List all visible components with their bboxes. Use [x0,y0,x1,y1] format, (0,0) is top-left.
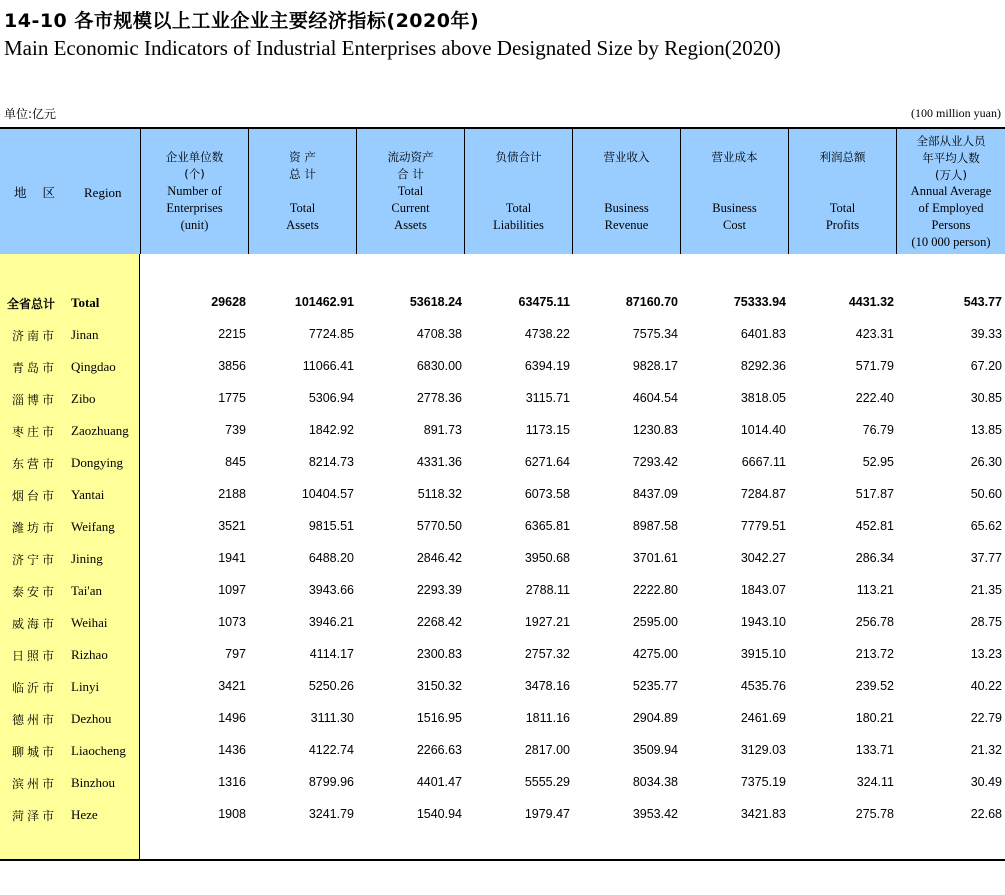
header-region [0,129,140,254]
cell-col-6: 3818.05 [740,391,786,405]
cell-col-8: 39.33 [970,327,1002,341]
cell-col-4: 1173.15 [525,423,570,437]
row-region-cn: 潍坊市 [12,521,58,535]
header-col-8 [896,129,1005,254]
table-row-total [0,288,1005,320]
cell-col-4: 1927.21 [524,615,570,629]
cell-col-8: 543.77 [963,295,1002,309]
cell-col-7: 222.40 [855,391,894,405]
header-col-6-en [681,200,788,234]
cell-col-4: 3950.68 [524,551,570,565]
cell-col-2: 9815.51 [308,519,354,533]
cell-col-8: 22.79 [970,711,1002,725]
header-col-5 [572,129,680,254]
cell-col-3: 4401.47 [416,775,462,789]
cell-col-8: 13.23 [970,647,1002,661]
cell-col-6: 3915.10 [740,647,786,661]
cell-col-6: 7375.19 [740,775,786,789]
header-cn-line: 营业收入 [603,150,650,164]
cell-col-5: 9828.17 [632,359,678,373]
cell-col-4: 1979.47 [524,807,570,821]
cell-col-2: 5250.26 [308,679,354,693]
cell-col-3: 2846.42 [416,551,462,565]
cell-col-3: 891.73 [423,423,462,437]
cell-col-2: 11066.41 [302,359,354,373]
header-cn-line: 利润总额 [819,150,866,164]
cell-col-5: 87160.70 [625,295,678,309]
cell-col-8: 21.32 [970,743,1002,757]
row-region-en: Liaocheng [71,743,126,758]
row-region-en: Tai'an [71,583,103,598]
table-row [0,640,1005,672]
header-region-en: Region [84,185,122,200]
cell-col-6: 3042.27 [740,551,786,565]
table-row [0,416,1005,448]
cell-col-3: 3150.32 [416,679,462,693]
header-en-line: Annual Average [910,184,992,198]
cell-col-8: 67.20 [970,359,1002,373]
page-title-en: Main Economic Indicators of Industrial Enterprises above Designated Size by Region(2020) [4,36,781,60]
header-en-line: (10 000 person) [911,235,991,249]
cell-col-4: 6394.19 [524,359,570,373]
cell-col-4: 6365.81 [524,519,570,533]
cell-col-5: 3701.61 [632,551,678,565]
cell-col-1: 739 [225,423,246,437]
row-region-en: Dongying [71,455,123,470]
cell-col-2: 10404.57 [301,487,354,501]
row-region-en: Linyi [71,679,100,694]
cell-col-4: 4738.22 [524,327,570,341]
cell-col-7: 113.21 [856,583,894,597]
cell-col-5: 8437.09 [632,487,678,501]
header-col-4-cn [465,149,572,166]
cell-col-2: 3111.30 [310,711,354,725]
row-region-en: Zaozhuang [71,423,129,438]
cell-col-2: 3241.79 [308,807,354,821]
cell-col-5: 4604.54 [632,391,678,405]
header-en-line: Total [289,201,316,215]
cell-col-6: 1843.07 [740,583,786,597]
header-col-7 [788,129,896,254]
cell-col-2: 8799.96 [308,775,354,789]
header-en-line: Total [397,184,424,198]
header-en-line: Assets [394,218,427,232]
cell-col-5: 8987.58 [632,519,678,533]
cell-col-1: 1436 [218,743,246,757]
cell-col-4: 2757.32 [524,647,570,661]
cell-col-5: 3509.94 [632,743,678,757]
cell-col-2: 7724.85 [308,327,354,341]
row-region-cn: 烟台市 [12,489,58,503]
header-cn-line: 企业单位数 [165,150,224,164]
cell-col-1: 2215 [218,327,246,341]
cell-col-1: 1097 [218,583,246,597]
row-region-cn: 青岛市 [12,361,58,375]
table-row [0,672,1005,704]
cell-col-2: 4122.74 [308,743,354,757]
cell-col-3: 4331.36 [416,455,462,469]
header-cn-line: 年平均人数 [922,151,980,165]
row-region-cn: 东营市 [12,457,58,471]
cell-col-5: 7575.34 [632,327,678,341]
header-en-line: Persons [931,218,971,232]
cell-col-7: 275.78 [855,807,894,821]
cell-col-8: 50.60 [970,487,1002,501]
table-row [0,608,1005,640]
cell-col-7: 256.78 [855,615,894,629]
cell-col-1: 1941 [218,551,246,565]
header-en-line: Number of [167,184,222,198]
table-header [0,127,1005,254]
cell-col-1: 1775 [218,391,246,405]
header-col-8-en [897,183,1005,251]
cell-col-7: 324.11 [856,775,894,789]
table-row [0,512,1005,544]
cell-col-3: 5118.32 [417,487,462,501]
header-cn-line: 全部从业人员 [916,134,986,148]
table-body [0,254,1005,861]
header-col-3-en [357,183,464,234]
cell-col-6: 75333.94 [733,295,786,309]
table-row [0,800,1005,832]
cell-col-2: 3943.66 [308,583,354,597]
cell-col-6: 4535.76 [740,679,786,693]
cell-col-6: 6667.11 [741,455,786,469]
row-region-en: Weifang [71,519,115,534]
row-region-en: Heze [71,807,98,822]
table-row [0,320,1005,352]
cell-col-2: 3946.21 [308,615,354,629]
unit-label-cn: 单位:亿元 [4,107,57,121]
header-col-8-cn [897,133,1005,184]
cell-col-8: 22.68 [970,807,1002,821]
header-en-line: Liabilities [493,218,544,232]
header-cn-line: 资 产 [289,150,316,164]
row-region-cn: 日照市 [12,649,58,663]
cell-col-7: 452.81 [855,519,894,533]
header-en-line: Business [712,201,757,215]
cell-col-8: 30.49 [970,775,1002,789]
header-col-2-en [249,200,356,234]
cell-col-1: 797 [225,647,246,661]
header-col-1-cn [141,149,248,183]
header-col-7-en [789,200,896,234]
row-region-cn: 淄博市 [12,393,58,407]
cell-col-4: 2817.00 [524,743,570,757]
cell-col-1: 1496 [218,711,246,725]
cell-col-8: 21.35 [970,583,1002,597]
cell-col-6: 3421.83 [740,807,786,821]
header-en-line: of Employed [918,201,984,215]
cell-col-3: 5770.50 [416,519,462,533]
header-col-1-en [141,183,248,234]
cell-col-2: 1842.92 [308,423,354,437]
cell-col-6: 7779.51 [740,519,786,533]
cell-col-4: 1811.16 [525,711,570,725]
cell-col-2: 4114.17 [309,647,354,661]
header-cn-line: 流动资产 [387,150,434,164]
cell-col-7: 423.31 [855,327,894,341]
cell-col-8: 13.85 [970,423,1002,437]
cell-col-5: 5235.77 [632,679,678,693]
header-col-2 [248,129,356,254]
row-region-en: Jinan [71,327,99,342]
cell-col-2: 6488.20 [308,551,354,565]
cell-col-6: 3129.03 [740,743,786,757]
row-region-cn: 滨州市 [12,777,58,791]
cell-col-4: 5555.29 [524,775,570,789]
cell-col-7: 213.72 [855,647,894,661]
page-title-cn: 14-10 各市规模以上工业企业主要经济指标(2020年) [4,10,480,32]
row-region-cn: 威海市 [12,617,58,631]
cell-col-6: 1014.40 [740,423,786,437]
cell-col-7: 239.52 [855,679,894,693]
cell-col-4: 2788.11 [525,583,570,597]
row-region-en: Zibo [71,391,96,406]
header-col-4 [464,129,572,254]
cell-col-5: 7293.42 [632,455,678,469]
cell-col-7: 286.34 [855,551,894,565]
cell-col-3: 6830.00 [416,359,462,373]
header-cn-line: (个) [184,167,205,181]
row-region-en: Dezhou [71,711,112,726]
table-row [0,576,1005,608]
cell-col-3: 2266.63 [416,743,462,757]
cell-col-6: 8292.36 [740,359,786,373]
unit-label-en: (100 million yuan) [911,106,1001,120]
cell-col-3: 53618.24 [409,295,462,309]
cell-col-4: 3478.16 [524,679,570,693]
header-col-3 [356,129,464,254]
cell-col-1: 3856 [218,359,246,373]
row-region-en: Jining [71,551,103,566]
table-row [0,384,1005,416]
header-en-line: Total [505,201,532,215]
cell-col-2: 5306.94 [308,391,354,405]
cell-col-7: 180.21 [855,711,894,725]
cell-col-7: 517.87 [855,487,894,501]
header-en-line: Revenue [604,218,649,232]
cell-col-6: 1943.10 [740,615,786,629]
row-region-en: Rizhao [71,647,108,662]
table-row [0,768,1005,800]
header-en-line: Profits [825,218,860,232]
header-en-line: Business [604,201,649,215]
cell-col-5: 8034.38 [632,775,678,789]
cell-col-7: 52.95 [862,455,894,469]
table-row [0,480,1005,512]
row-region-en: Total [71,295,100,310]
header-col-1 [140,129,248,254]
header-en-line: Total [829,201,856,215]
cell-col-3: 2293.39 [416,583,462,597]
row-region-cn: 临沂市 [12,681,58,695]
cell-col-2: 8214.73 [308,455,354,469]
header-en-line: Enterprises [166,201,223,215]
header-col-7-cn [789,149,896,166]
cell-col-3: 2300.83 [416,647,462,661]
cell-col-6: 7284.87 [740,487,786,501]
cell-col-8: 65.62 [970,519,1002,533]
cell-col-1: 29628 [211,295,246,309]
cell-col-7: 76.79 [862,423,894,437]
cell-col-4: 63475.11 [518,295,570,309]
row-region-en: Qingdao [71,359,116,374]
table-row [0,352,1005,384]
row-region-cn: 聊城市 [12,745,58,759]
cell-col-3: 1540.94 [416,807,462,821]
row-region-cn: 德州市 [12,713,58,727]
header-col-4-en [465,200,572,234]
header-en-line: Current [391,201,430,215]
cell-col-4: 3115.71 [525,391,570,405]
cell-col-1: 1316 [218,775,246,789]
cell-col-8: 28.75 [970,615,1002,629]
cell-col-5: 1230.83 [632,423,678,437]
cell-col-1: 3521 [218,519,246,533]
header-en-line: Assets [286,218,319,232]
cell-col-5: 2595.00 [632,615,678,629]
table-row [0,736,1005,768]
cell-col-8: 26.30 [970,455,1002,469]
cell-col-7: 571.79 [855,359,894,373]
cell-col-3: 1516.95 [416,711,462,725]
table-row [0,448,1005,480]
cell-col-7: 133.71 [855,743,894,757]
header-en-line: (unit) [180,218,209,232]
header-col-5-en [573,200,680,234]
cell-col-1: 2188 [218,487,246,501]
cell-col-3: 2778.36 [416,391,462,405]
row-region-en: Binzhou [71,775,116,790]
header-cn-line: 营业成本 [711,150,758,164]
row-region-cn: 枣庄市 [12,425,58,439]
header-cn-line: 负债合计 [495,150,542,164]
table-row [0,544,1005,576]
row-region-en: Yantai [71,487,105,502]
table-row [0,704,1005,736]
header-cn-line: 合 计 [397,167,424,181]
header-col-6-cn [681,149,788,166]
header-col-2-cn [249,149,356,183]
row-region-cn: 菏泽市 [12,809,58,823]
header-col-3-cn [357,149,464,183]
header-cn-line: 总 计 [289,167,316,181]
cell-col-1: 845 [225,455,246,469]
header-cn-line: (万人) [935,168,967,182]
cell-col-2: 101462.91 [294,295,354,309]
cell-col-5: 2222.80 [632,583,678,597]
row-region-cn: 泰安市 [12,585,58,599]
row-region-en: Weihai [71,615,108,630]
cell-col-5: 3953.42 [632,807,678,821]
row-region-cn: 全省总计 [7,297,56,311]
cell-col-6: 6401.83 [740,327,786,341]
cell-col-1: 1908 [218,807,246,821]
cell-col-1: 1073 [218,615,246,629]
cell-col-3: 2268.42 [416,615,462,629]
header-en-line: Cost [723,218,746,232]
row-region-cn: 济南市 [12,329,58,343]
cell-col-3: 4708.38 [416,327,462,341]
cell-col-1: 3421 [218,679,246,693]
cell-col-7: 4431.32 [848,295,894,309]
header-col-6 [680,129,788,254]
cell-col-8: 40.22 [970,679,1002,693]
header-col-5-cn [573,149,680,166]
cell-col-8: 30.85 [970,391,1002,405]
cell-col-5: 2904.89 [632,711,678,725]
row-region-cn: 济宁市 [12,553,58,567]
cell-col-4: 6271.64 [524,455,570,469]
cell-col-6: 2461.69 [740,711,786,725]
cell-col-8: 37.77 [970,551,1002,565]
cell-col-4: 6073.58 [524,487,570,501]
header-region-cn: 地 区 [14,185,61,200]
cell-col-5: 4275.00 [632,647,678,661]
